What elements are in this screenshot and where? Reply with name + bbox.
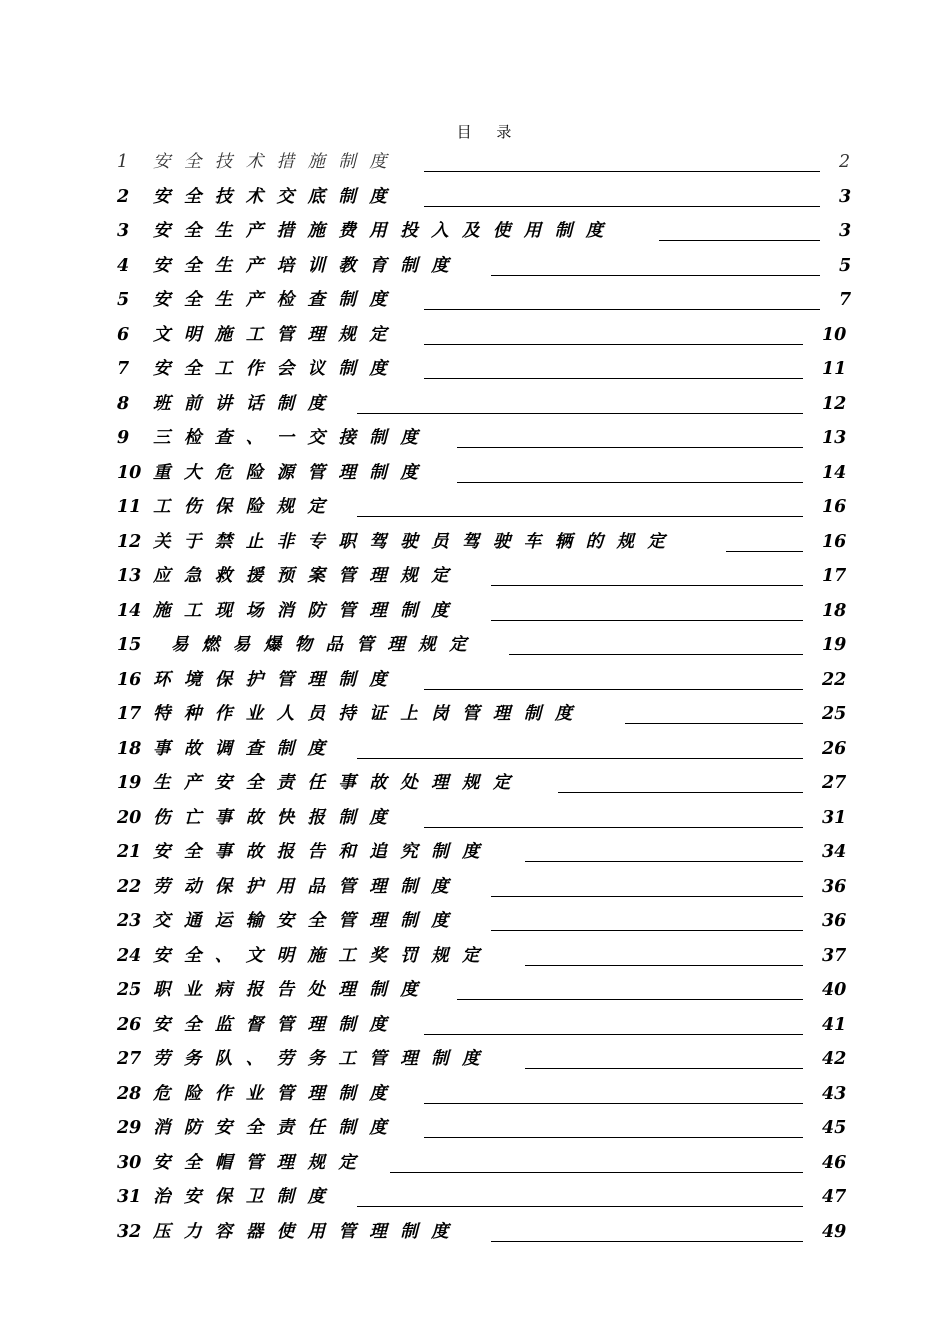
toc-entry-page: 13	[822, 428, 847, 448]
toc-leader-line	[357, 413, 803, 414]
toc-entry[interactable]	[117, 560, 852, 595]
toc-entry[interactable]	[117, 1078, 852, 1113]
toc-entry-title: 安全生产培训教育制度	[153, 255, 462, 276]
toc-leader-line	[491, 930, 803, 931]
toc-entry-number: 25	[117, 980, 142, 1000]
toc-entry-title: 伤亡事故快报制度	[153, 807, 401, 828]
toc-entry-page: 46	[822, 1152, 847, 1173]
toc-entry-title: 危险作业管理制度	[153, 1083, 401, 1104]
toc-entry-page: 34	[822, 842, 847, 862]
toc-entry-title: 消防安全责任制度	[153, 1118, 401, 1138]
toc-entry-number: 24	[117, 945, 142, 966]
toc-leader-line	[525, 1068, 803, 1069]
toc-leader-line	[424, 1034, 803, 1035]
toc-entry-page: 18	[822, 600, 847, 621]
toc-entry[interactable]	[117, 940, 852, 975]
toc-leader-line	[357, 758, 803, 759]
toc-entry-title: 易燃易爆物品管理规定	[171, 635, 480, 655]
toc-entry[interactable]	[117, 905, 852, 940]
toc-leader-line	[491, 585, 803, 586]
toc-entry[interactable]	[117, 353, 852, 388]
toc-entry[interactable]	[117, 1147, 852, 1182]
toc-entry[interactable]	[117, 1181, 852, 1216]
toc-entry-page: 47	[822, 1187, 847, 1207]
toc-entry-page: 25	[822, 704, 847, 724]
toc-entry-page: 3	[839, 221, 852, 241]
toc-entry[interactable]	[117, 629, 852, 664]
toc-list	[117, 146, 852, 1250]
toc-entry-page: 22	[822, 669, 847, 690]
toc-leader-line	[491, 896, 803, 897]
toc-leader-line	[424, 206, 820, 207]
toc-leader-line	[357, 516, 803, 517]
toc-entry[interactable]	[117, 319, 852, 354]
toc-entry[interactable]	[117, 422, 852, 457]
toc-leader-line	[659, 240, 820, 241]
toc-entry-page: 12	[822, 393, 847, 414]
toc-entry-number: 16	[117, 669, 142, 690]
toc-leader-line	[424, 689, 803, 690]
toc-entry-title: 班前讲话制度	[153, 393, 339, 414]
toc-entry[interactable]	[117, 595, 852, 630]
toc-entry-number: 11	[117, 497, 142, 517]
toc-entry-number: 22	[117, 876, 142, 897]
toc-entry-title: 关于禁止非专职驾驶员驾驶车辆的规定	[153, 531, 679, 552]
toc-entry-number: 8	[117, 393, 130, 414]
toc-entry-page: 16	[822, 531, 847, 552]
toc-entry-title: 工伤保险规定	[153, 497, 339, 517]
toc-entry-number: 2	[117, 186, 130, 207]
toc-entry[interactable]	[117, 802, 852, 837]
toc-entry[interactable]	[117, 871, 852, 906]
toc-entry-page: 37	[822, 945, 847, 966]
toc-entry-title: 职业病报告处理制度	[153, 980, 432, 1000]
toc-entry[interactable]	[117, 526, 852, 561]
toc-entry-number: 6	[117, 324, 130, 345]
toc-entry[interactable]	[117, 181, 852, 216]
toc-leader-line	[424, 309, 820, 310]
toc-entry-title: 劳动保护用品管理制度	[153, 876, 462, 897]
toc-entry-page: 14	[822, 462, 847, 483]
toc-entry[interactable]	[117, 767, 852, 802]
toc-entry-title: 安全生产措施费用投入及使用制度	[153, 221, 617, 241]
toc-leader-line	[525, 965, 803, 966]
toc-leader-line	[509, 654, 803, 655]
toc-entry-number: 29	[117, 1118, 142, 1138]
toc-entry-number: 10	[117, 462, 142, 483]
toc-entry[interactable]	[117, 215, 852, 250]
toc-entry-title: 环境保护管理制度	[153, 669, 401, 690]
toc-entry[interactable]	[117, 388, 852, 423]
toc-entry-number: 13	[117, 566, 142, 586]
toc-leader-line	[491, 620, 803, 621]
toc-entry-title: 安全技术措施制度	[153, 152, 401, 172]
toc-leader-line	[357, 1206, 803, 1207]
toc-entry-title: 事故调查制度	[153, 738, 339, 759]
toc-entry-page: 19	[822, 635, 847, 655]
toc-entry[interactable]	[117, 733, 852, 768]
toc-leader-line	[424, 344, 803, 345]
toc-entry-page: 36	[822, 876, 847, 897]
toc-entry-page: 45	[822, 1118, 847, 1138]
toc-entry-number: 32	[117, 1221, 142, 1242]
toc-leader-line	[625, 723, 803, 724]
toc-entry[interactable]	[117, 1216, 852, 1251]
toc-entry-title: 文明施工管理规定	[153, 324, 401, 345]
toc-entry-page: 27	[822, 773, 847, 793]
toc-entry-number: 31	[117, 1187, 142, 1207]
toc-entry-number: 12	[117, 531, 142, 552]
toc-entry[interactable]	[117, 1112, 852, 1147]
toc-entry[interactable]	[117, 457, 852, 492]
toc-leader-line	[525, 861, 803, 862]
toc-entry-title: 安全帽管理规定	[153, 1152, 370, 1173]
toc-entry-title: 交通运输安全管理制度	[153, 911, 462, 931]
toc-entry-number: 17	[117, 704, 142, 724]
toc-leader-line	[424, 1103, 803, 1104]
toc-entry-title: 安全技术交底制度	[153, 186, 401, 207]
toc-entry-title: 重大危险源管理制度	[153, 462, 432, 483]
toc-entry-page: 3	[839, 186, 852, 207]
toc-leader-line	[424, 378, 803, 379]
toc-entry-page: 7	[839, 290, 852, 310]
toc-entry[interactable]	[117, 698, 852, 733]
toc-entry[interactable]	[117, 974, 852, 1009]
toc-entry-number: 20	[117, 807, 142, 828]
toc-entry-page: 26	[822, 738, 847, 759]
toc-entry-title: 安全、文明施工奖罚规定	[153, 945, 493, 966]
toc-entry-number: 21	[117, 842, 142, 862]
toc-entry-title: 劳务队、劳务工管理制度	[153, 1049, 493, 1069]
toc-entry[interactable]	[117, 664, 852, 699]
toc-entry-number: 7	[117, 359, 130, 379]
toc-entry-number: 3	[117, 221, 130, 241]
toc-entry-page: 42	[822, 1049, 847, 1069]
toc-entry[interactable]	[117, 146, 852, 181]
toc-entry-page: 11	[822, 359, 847, 379]
toc-leader-line	[424, 827, 803, 828]
toc-entry-number: 30	[117, 1152, 142, 1173]
toc-entry-page: 10	[822, 324, 847, 345]
toc-entry[interactable]	[117, 284, 852, 319]
toc-entry-page: 17	[822, 566, 847, 586]
toc-entry-page: 49	[822, 1221, 847, 1242]
toc-entry-page: 2	[839, 152, 851, 172]
toc-leader-line	[457, 482, 803, 483]
toc-entry-page: 31	[822, 807, 847, 828]
toc-entry-page: 40	[822, 980, 847, 1000]
toc-entry-number: 15	[117, 635, 142, 655]
toc-leader-line	[390, 1172, 803, 1173]
toc-entry-number: 4	[117, 255, 130, 276]
toc-entry[interactable]	[117, 1043, 852, 1078]
toc-title: 目 录	[456, 123, 522, 141]
toc-entry-number: 23	[117, 911, 142, 931]
toc-entry-page: 16	[822, 497, 847, 517]
toc-entry-title: 安全工作会议制度	[153, 359, 401, 379]
toc-leader-line	[491, 1241, 803, 1242]
toc-leader-line	[558, 792, 803, 793]
toc-leader-line	[491, 275, 820, 276]
toc-leader-line	[726, 551, 803, 552]
toc-entry-title: 生产安全责任事故处理规定	[153, 773, 524, 793]
toc-entry-title: 特种作业人员持证上岗管理制度	[153, 704, 586, 724]
toc-entry-page: 41	[822, 1014, 847, 1035]
toc-leader-line	[424, 171, 820, 172]
toc-entry-title: 安全事故报告和追究制度	[153, 842, 493, 862]
toc-entry-page: 43	[822, 1083, 847, 1104]
toc-entry-number: 5	[117, 290, 130, 310]
toc-entry-number: 18	[117, 738, 142, 759]
toc-entry[interactable]	[117, 250, 852, 285]
toc-leader-line	[457, 999, 803, 1000]
toc-entry-title: 压力容器使用管理制度	[153, 1221, 462, 1242]
toc-entry-number: 28	[117, 1083, 142, 1104]
toc-entry-title: 应急救援预案管理规定	[153, 566, 462, 586]
toc-entry-number: 26	[117, 1014, 142, 1035]
toc-entry-title: 安全生产检查制度	[153, 290, 401, 310]
toc-entry[interactable]	[117, 1009, 852, 1044]
toc-leader-line	[424, 1137, 803, 1138]
toc-entry-number: 19	[117, 773, 142, 793]
toc-entry-number: 1	[117, 152, 129, 172]
toc-entry-number: 9	[117, 428, 130, 448]
toc-entry-title: 施工现场消防管理制度	[153, 600, 462, 621]
toc-entry-title: 治安保卫制度	[153, 1187, 339, 1207]
toc-entry-title: 三检查、一交接制度	[153, 428, 432, 448]
toc-entry-number: 27	[117, 1049, 142, 1069]
toc-entry-page: 36	[822, 911, 847, 931]
toc-entry-title: 安全监督管理制度	[153, 1014, 401, 1035]
toc-entry-number: 14	[117, 600, 142, 621]
toc-entry[interactable]	[117, 491, 852, 526]
toc-entry[interactable]	[117, 836, 852, 871]
toc-entry-page: 5	[839, 255, 852, 276]
toc-leader-line	[457, 447, 803, 448]
